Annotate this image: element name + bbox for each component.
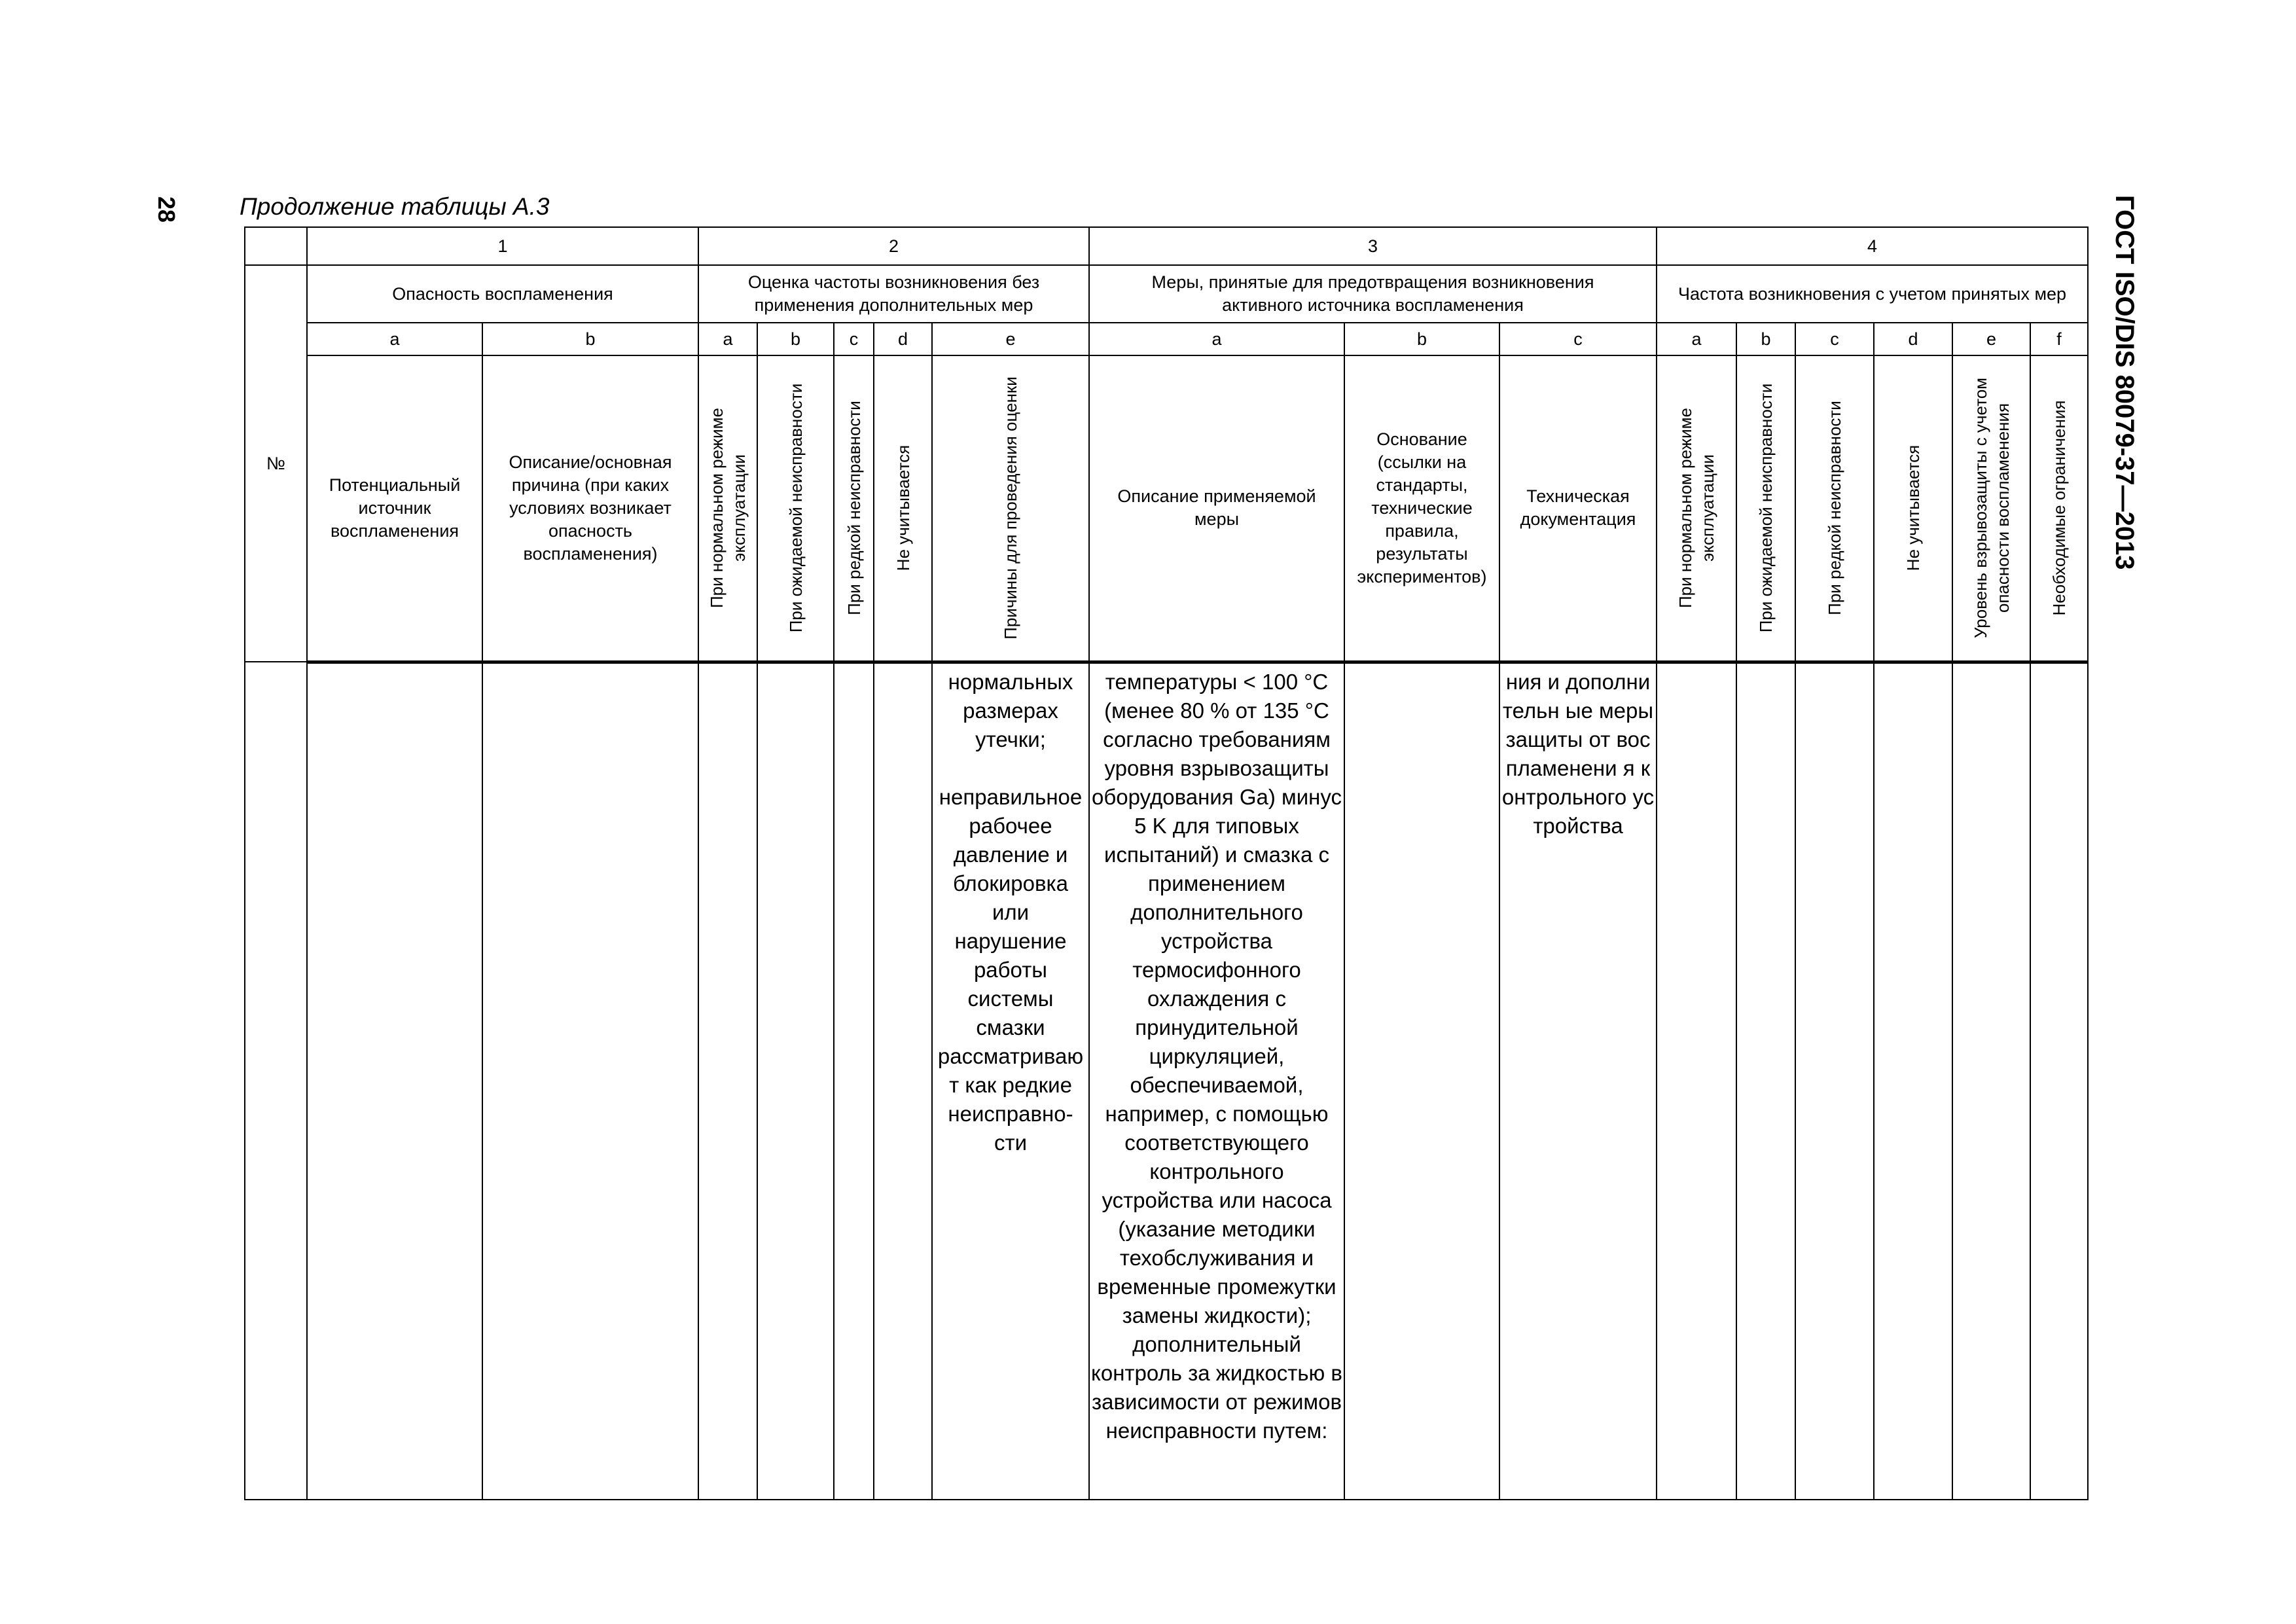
- sub-letter: b: [482, 323, 698, 355]
- body-cell-g4-b: [1736, 662, 1795, 1500]
- body-cell-technical-documentation: ния и дополнительн ые меры защиты от воспламенени я контрольного устройства: [1499, 662, 1657, 1500]
- body-cell-g2-b: [757, 662, 834, 1500]
- group-title-4: Частота возникновения с учетом принятых мер: [1657, 265, 2088, 323]
- sub-letter: a: [307, 323, 482, 355]
- sub-letter: d: [874, 323, 932, 355]
- sub-letter: e: [1952, 323, 2030, 355]
- body-cell-g4-d: [1874, 662, 1952, 1500]
- group-title-row: [245, 265, 2088, 323]
- header-g4-expected-malfunction: [1736, 355, 1795, 662]
- vertical-label: Причины для проведения оценки: [1001, 376, 1020, 640]
- header-g2-not-considered: [874, 355, 932, 662]
- header-g2-rare-malfunction: [834, 355, 874, 662]
- sub-letter: b: [757, 323, 834, 355]
- vertical-label: При редкой неисправности: [1825, 401, 1845, 616]
- header-g4-not-considered: [1874, 355, 1952, 662]
- sub-letter: b: [1736, 323, 1795, 355]
- sub-letter: c: [834, 323, 874, 355]
- body-cell-g4-f: [2030, 662, 2088, 1500]
- body-cell-cause: [482, 662, 698, 1500]
- hazard-table: [244, 226, 2089, 1500]
- vertical-label: При ожидаемой неисправности: [785, 383, 806, 633]
- document-code: ГОСТ ISO/DIS 80079-37—2013: [2110, 195, 2139, 570]
- sub-letter: c: [1499, 323, 1657, 355]
- group-title-2: Оценка частоты возникновения без применения дополнительных мер: [698, 265, 1089, 323]
- group-title-1: Опасность воспламенения: [307, 265, 698, 323]
- column-header-row: [245, 355, 2088, 662]
- empty-corner-cell: [245, 227, 307, 265]
- body-cell-no: [245, 662, 307, 1500]
- body-cell-g4-e: [1952, 662, 2030, 1500]
- header-g4-restrictions: [2030, 355, 2088, 662]
- vertical-label: При нормальном режиме эксплуатации: [707, 408, 749, 609]
- vertical-label: Не учитывается: [1903, 445, 1924, 571]
- body-cell-measure-description: температуры < 100 °C (менее 80 % от 135 °C согласно требованиям уровня взрывозащиты оборудования Ga) минус 5 K для типовых испытаний) и смазка с применением дополнительного устройства термосифонного охлаждения с принудительной циркуляцией, обеспечиваемой, например, с помощью соответствующего контрольного устройства или насоса (указание методики техобслуживания и временные промежутки замены жидкости); дополнительный контроль за жидкостью в зависимости от режимов неисправности путем:: [1089, 662, 1344, 1500]
- body-cell-basis: [1344, 662, 1499, 1500]
- header-g2-normal-operation: [698, 355, 757, 662]
- header-g4-rare-malfunction: [1795, 355, 1874, 662]
- header-ignition-source: Потенциальный источник воспламенения: [307, 355, 482, 662]
- group-number-row: [245, 227, 2088, 265]
- sub-letter: a: [1089, 323, 1344, 355]
- body-cell-g2-d: [874, 662, 932, 1500]
- group-title-3: Меры, принятые для предотвращения возникновения активного источника воспламенения: [1089, 265, 1657, 323]
- header-g2-expected-malfunction: [757, 355, 834, 662]
- body-cell-g4-a: [1657, 662, 1736, 1500]
- group-number-4: 4: [1657, 227, 2088, 265]
- vertical-label: Уровень взрывозащиты с учетом опасности воспламенения: [1970, 378, 2013, 639]
- body-cell-g2-c: [834, 662, 874, 1500]
- sub-letter: d: [1874, 323, 1952, 355]
- sub-letter: c: [1795, 323, 1874, 355]
- body-cell-assessment-reasons: нормальных размерах утечки; неправильное рабочее давление и блокировка или нарушение работы системы смазки рассматриваю т как редкие неисправно-сти: [932, 662, 1089, 1500]
- body-cell-ignition-source: [307, 662, 482, 1500]
- body-cell-g2-a: [698, 662, 757, 1500]
- header-technical-documentation: Техническая документация: [1499, 355, 1657, 662]
- group-number-2: 2: [698, 227, 1089, 265]
- vertical-label: При ожидаемой неисправности: [1756, 383, 1776, 633]
- sub-letter: a: [698, 323, 757, 355]
- header-cause-description: Описание/основная причина (при каких условиях возникает опасность воспламенения): [482, 355, 698, 662]
- group-number-1: 1: [307, 227, 698, 265]
- table-caption: Продолжение таблицы А.3: [240, 193, 550, 220]
- group-number-3: 3: [1089, 227, 1657, 265]
- vertical-label: Не учитывается: [893, 445, 913, 571]
- header-g4-protection-level: [1952, 355, 2030, 662]
- sub-letter: e: [932, 323, 1089, 355]
- table-row: [245, 662, 2088, 1500]
- sub-letter: f: [2030, 323, 2088, 355]
- sub-letter-row: [245, 323, 2088, 355]
- body-cell-g4-c: [1795, 662, 1874, 1500]
- vertical-label: Необходимые ограничения: [2049, 400, 2070, 616]
- vertical-label: При редкой неисправности: [844, 401, 864, 616]
- header-measure-description: Описание применяемой меры: [1089, 355, 1344, 662]
- header-g4-normal-operation: [1657, 355, 1736, 662]
- header-g2-assessment-reasons: [932, 355, 1089, 662]
- vertical-label: При нормальном режиме эксплуатации: [1676, 408, 1718, 609]
- header-basis: Основание (ссылки на стандарты, технические правила, результаты экспериментов): [1344, 355, 1499, 662]
- page-number: 28: [153, 196, 180, 223]
- header-no: №: [245, 265, 307, 662]
- sub-letter: a: [1657, 323, 1736, 355]
- sub-letter: b: [1344, 323, 1499, 355]
